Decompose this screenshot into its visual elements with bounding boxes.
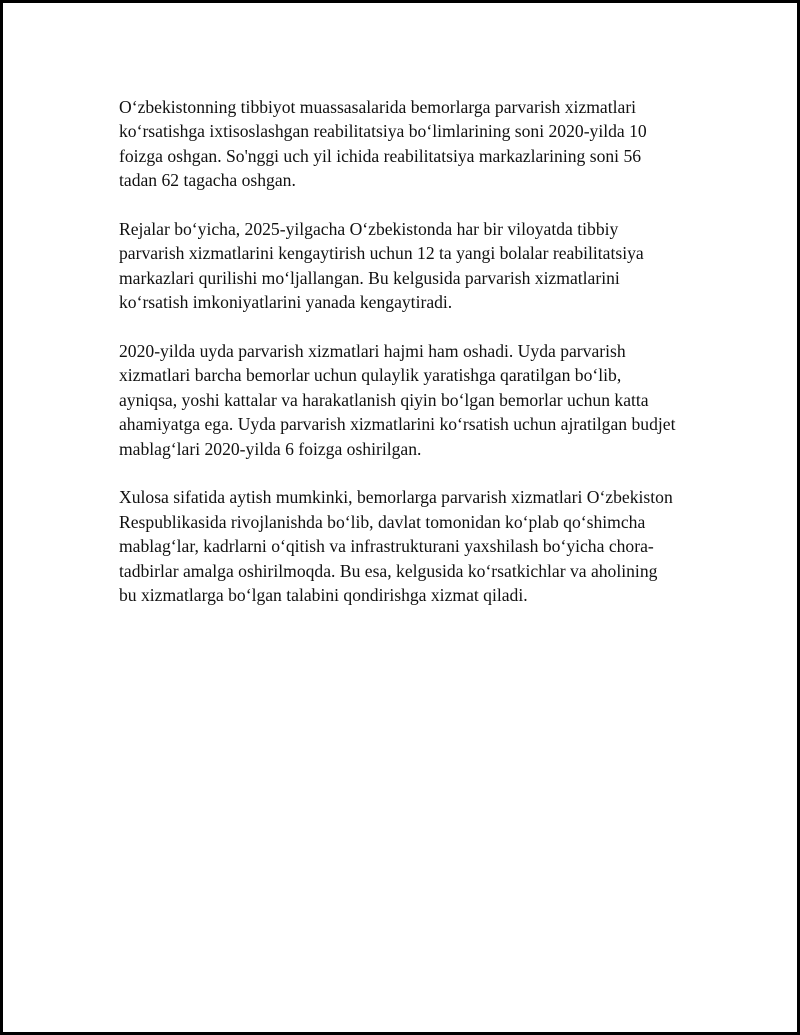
paragraph-conclusion: Xulosa sifatida aytish mumkinki, bemorlarga parvarish xizmatlari O‘zbekiston Respublikasida rivojlanishda bo‘lib, davlat tomonidan ko‘plab qo‘shimcha mablag‘lar, kadrlarni o‘qitish va infrastrukturani yaxshilash bo‘yicha chora-tadbirlar amalga oshirilmoqda. Bu esa, kelgusida ko‘rsatkichlar va aholining bu xizmatlarga bo‘lgan talabini qondirishga xizmat qiladi. xyxy=(119,487,673,606)
paragraph-rehabilitation-units: O‘zbekistonning tibbiyot muassasalarida bemorlarga parvarish xizmatlari ko‘rsatishga ixtisoslashgan reabilitatsiya bo‘limlarining soni 2020-yilda 10 foizga oshgan. So'nggi uch yil ichida reabilitatsiya markazlarining soni 56 tadan 62 tagacha oshgan. xyxy=(119,97,647,191)
document-body xyxy=(119,95,679,607)
paragraph-home-care: 2020-yilda uyda parvarish xizmatlari hajmi ham oshadi. Uyda parvarish xizmatlari barcha bemorlar uchun qulaylik yaratishga qaratilgan bo‘lib, ayniqsa, yoshi kattalar va harakatlanish qiyin bo‘lgan bemorlar uchun katta ahamiyatga ega. Uyda parvarish xizmatlarini ko‘rsatish uchun ajratilgan budjet mablag‘lari 2020-yilda 6 foizga oshirilgan. xyxy=(119,341,676,459)
paragraph-plans-2025: Rejalar bo‘yicha, 2025-yilgacha O‘zbekistonda har bir viloyatda tibbiy parvarish xizmatlarini kengaytirish uchun 12 ta yangi bolalar reabilitatsiya markazlari qurilishi mo‘ljallangan. Bu kelgusida parvarish xizmatlarini ko‘rsatish imkoniyatlarini yanada kengaytiradi. xyxy=(119,219,644,313)
